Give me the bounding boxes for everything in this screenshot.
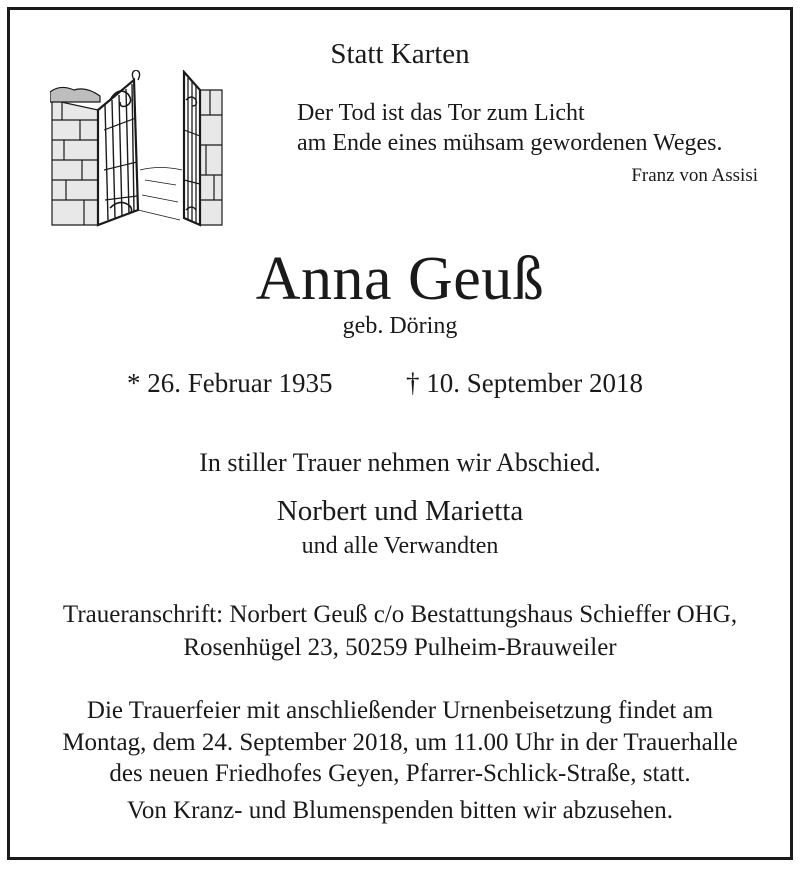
birth-date: * 26. Februar 1935 — [127, 368, 333, 398]
mourning-address-line-1: Traueranschrift: Norbert Geuß c/o Bestattungshaus Schieffer OHG, — [62, 601, 738, 628]
death-date: † 10. September 2018 — [406, 368, 643, 398]
relatives-line: und alle Verwandten — [301, 533, 499, 559]
funeral-info-line-2: Montag, dem 24. September 2018, um 11.00 Uhr in der Trauerhalle — [62, 729, 738, 756]
maiden-name: geb. Döring — [342, 313, 458, 339]
statt-karten-heading: Statt Karten — [330, 38, 470, 70]
mourning-intro: In stiller Trauer nehmen wir Abschied. — [199, 448, 601, 477]
flowers-note: Von Kranz- und Blumenspenden bitten wir abzusehen. — [127, 797, 673, 824]
funeral-info-line-3: des neuen Friedhofes Geyen, Pfarrer-Schlick-Straße, statt. — [109, 760, 691, 787]
deceased-name: Anna Geuß — [255, 245, 545, 313]
open-gate-icon — [50, 70, 224, 228]
funeral-info-line-1: Die Trauerfeier mit anschließender Urnenbeisetzung findet am — [86, 697, 714, 724]
quote-line-1: Der Tod ist das Tor zum Licht — [297, 100, 585, 126]
quote-author: Franz von Assisi — [631, 165, 758, 186]
mourner-names: Norbert und Marietta — [276, 495, 524, 527]
mourning-address-line-2: Rosenhügel 23, 50259 Pulheim-Brauweiler — [183, 634, 617, 661]
quote-line-2: am Ende eines mühsam gewordenen Weges. — [297, 130, 723, 156]
